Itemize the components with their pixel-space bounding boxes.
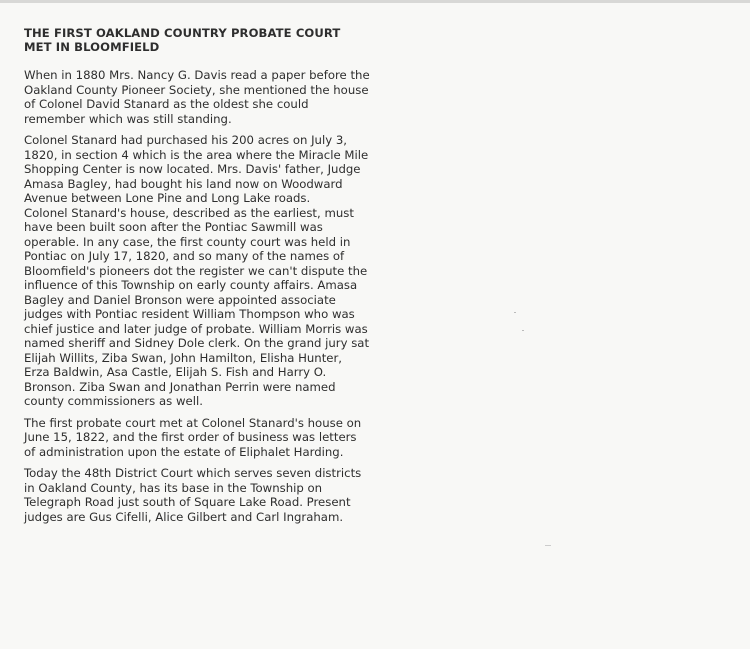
- text-line: When in 1880 Mrs. Nancy G. Davis read a paper before the: [24, 68, 370, 82]
- text-line: Colonel Stanard had purchased his 200 acres on July 3,: [24, 133, 347, 147]
- scan-speck: [522, 330, 524, 331]
- text-line: Colonel Stanard's house, described as the earliest, must: [24, 205, 354, 220]
- text-line: Shopping Center is now located. Mrs. Davis' father, Judge: [24, 162, 361, 176]
- document-page: [24, 26, 369, 531]
- text-line: judges with Pontiac resident William Thompson who was: [24, 307, 355, 321]
- text-line: Telegraph Road just south of Square Lake Road. Present: [24, 495, 351, 509]
- paragraph: [24, 68, 369, 126]
- title-line: THE FIRST OAKLAND COUNTRY PROBATE COURT: [24, 26, 341, 40]
- text-line: Today the 48th District Court which serves seven districts: [24, 466, 362, 480]
- text-line: named sheriff and Sidney Dole clerk. On the grand jury sat: [24, 336, 370, 350]
- text-line: Bagley and Daniel Bronson were appointed associate: [24, 292, 336, 307]
- text-line: Erza Baldwin, Asa Castle, Elijah S. Fish and Harry O.: [24, 365, 327, 379]
- page-top-edge: [0, 0, 750, 3]
- title-line: MET IN BLOOMFIELD: [24, 40, 160, 54]
- text-line: Elijah Willits, Ziba Swan, John Hamilton, Elisha Hunter,: [24, 350, 343, 365]
- text-line: judges are Gus Cifelli, Alice Gilbert and Carl Ingraham.: [24, 509, 344, 524]
- text-line: have been built soon after the Pontiac Sawmill was: [24, 220, 323, 234]
- text-line: of Colonel David Stanard as the oldest she could: [24, 97, 309, 111]
- paragraph: [24, 133, 369, 409]
- text-line: operable. In any case, the first county court was held in: [24, 234, 351, 249]
- text-line: influence of this Township on early county affairs. Amasa: [24, 278, 358, 292]
- paragraph: [24, 416, 369, 460]
- text-line: in Oakland County, has its base in the Township on: [24, 480, 323, 495]
- text-line: of administration upon the estate of Eliphalet Harding.: [24, 444, 344, 459]
- text-line: 1820, in section 4 which is the area where the Miracle Mile: [24, 147, 369, 162]
- text-line: Bloomfield's pioneers dot the register we can't dispute the: [24, 263, 368, 278]
- article-title: [24, 26, 369, 54]
- text-line: The first probate court met at Colonel Stanard's house on: [24, 415, 362, 430]
- text-line: Bronson. Ziba Swan and Jonathan Perrin were named: [24, 379, 336, 394]
- article-body: [24, 68, 369, 524]
- scan-speck: [514, 312, 516, 313]
- text-line: Pontiac on July 17, 1820, and so many of the names of: [24, 249, 345, 263]
- text-line: Oakland County Pioneer Society, she mentioned the house: [24, 82, 369, 97]
- text-line: Amasa Bagley, had bought his land now on Woodward: [24, 176, 343, 191]
- text-line: remember which was still standing.: [24, 111, 232, 126]
- scan-speck: [545, 545, 551, 546]
- paragraph: [24, 466, 369, 524]
- text-line: county commissioners as well.: [24, 394, 203, 408]
- text-line: June 15, 1822, and the first order of business was letters: [24, 430, 357, 444]
- text-line: Avenue between Lone Pine and Long Lake roads.: [24, 191, 311, 205]
- text-line: chief justice and later judge of probate. William Morris was: [24, 321, 368, 336]
